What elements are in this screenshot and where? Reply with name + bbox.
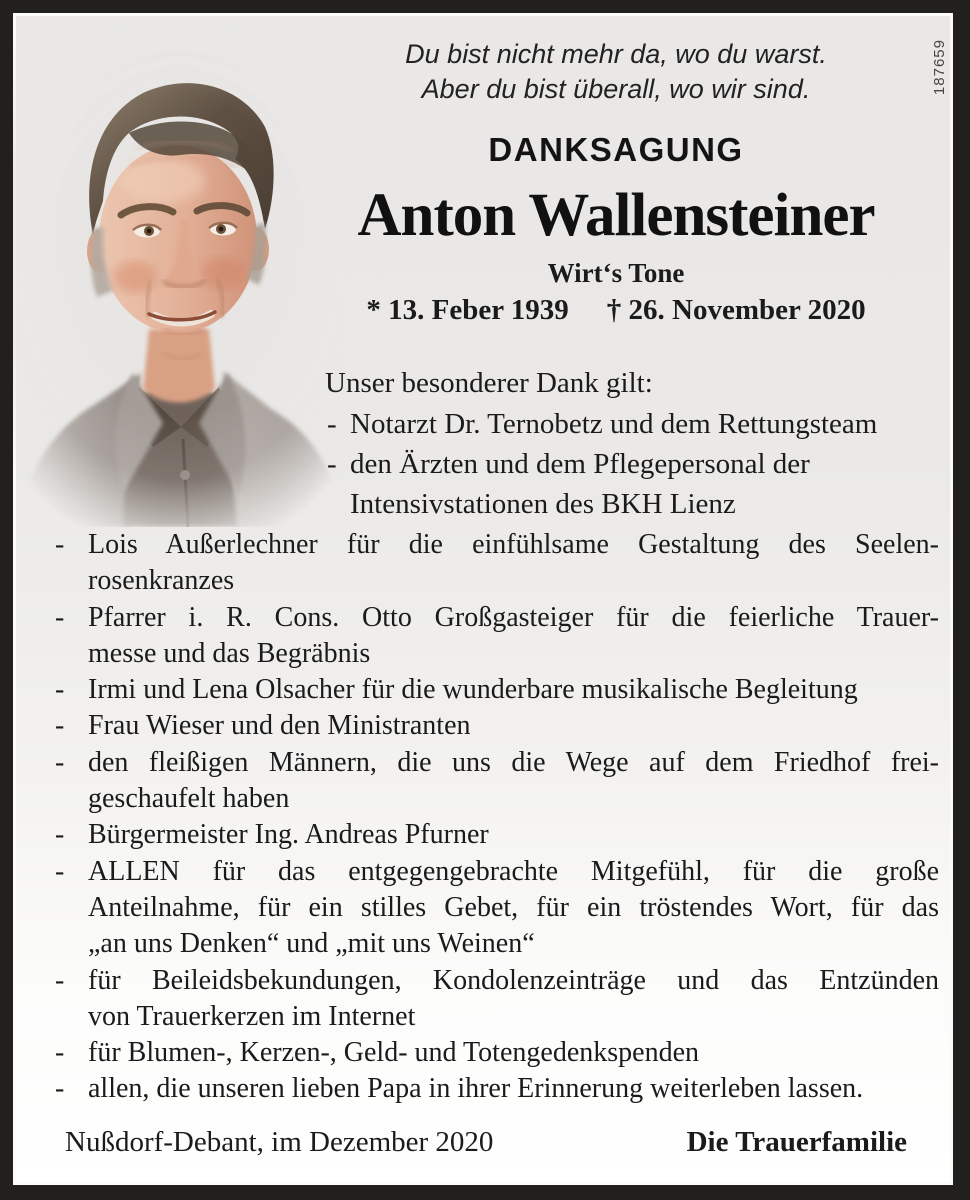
list-line: Irmi und Lena Olsacher für die wunderbare musikalische Begleitung [88,674,858,706]
special-thanks-list [325,404,943,524]
epigraph-line-2: Aber du bist überall, wo wir sind. [421,74,811,104]
list-line: Bürgermeister Ing. Andreas Pfurner [88,819,489,851]
list-line: Pfarrer i. R. Cons. Otto Großgasteiger für die feierliche Trauer- [88,601,939,633]
list-dash: - [55,601,65,633]
list-line: „an uns Denken“ und „mit uns Weinen“ [88,928,535,960]
thanks-list [55,527,939,1108]
list-line: Anteilnahme, für ein stilles Gebet, für ein tröstendes Wort, für das [88,891,939,923]
list-line: allen, die unseren lieben Papa in ihrer Erinnerung weiterleben lassen. [88,1073,864,1105]
list-line: für Blumen-, Kerzen-, Geld- und Totengedenkspenden [88,1037,699,1069]
list-line: ALLEN für das entgegengebrachte Mitgefühl, für die große [88,855,939,887]
announcement-paper [13,13,953,1185]
list-dash: - [55,819,65,851]
birth-date: * 13. Feber 1939 [366,294,569,326]
list-dash: - [55,1073,65,1105]
special-thanks-item [327,404,943,444]
life-dates [301,292,931,329]
list-dash: - [55,1037,65,1069]
thanks-item [55,527,939,600]
list-dash: - [327,408,337,440]
list-dash: - [55,746,65,778]
thanks-item [55,1071,939,1107]
list-line: den fleißigen Männern, die uns die Wege auf dem Friedhof frei- [88,746,939,778]
list-line: Intensivstationen des BKH Lienz [350,488,736,520]
list-line: messe und das Begräbnis [88,637,371,669]
notice-type-heading: DANKSAGUNG [488,131,744,168]
portrait-illustration [13,23,345,527]
print-serial-number: 187659 [931,39,948,96]
list-line: den Ärzten und dem Pflegepersonal der [350,448,810,480]
list-line: von Trauerkerzen im Internet [88,1000,416,1032]
header-block [301,37,931,329]
list-line: Notarzt Dr. Ternobetz und dem Rettungsteam [350,408,878,440]
list-line: für Beileidsbekundungen, Kondolenzeinträge und das Entzünden [88,964,939,996]
signature-family: Die Trauerfamilie [686,1126,907,1158]
place-and-date: Nußdorf-Debant, im Dezember 2020 [65,1126,494,1158]
thanks-item [55,672,939,708]
list-dash: - [55,674,65,706]
special-thanks-block [325,363,943,524]
list-dash: - [327,448,337,480]
list-line: geschaufelt haben [88,783,290,815]
list-dash: - [55,529,65,560]
epigraph-line-1: Du bist nicht mehr da, wo du warst. [405,39,827,69]
thanks-item [55,817,939,853]
portrait-photo [13,23,345,527]
list-line: rosenkranzes [88,565,235,597]
house-name: Wirt‘s Tone [547,258,685,288]
thanks-item [55,745,939,818]
epigraph [301,37,931,107]
list-line: Lois Außerlechner für die einfühlsame Gestaltung des Seelen- [88,529,939,560]
special-thanks-item [327,444,943,524]
list-dash: - [55,964,65,996]
list-line: Frau Wieser und den Ministranten [88,710,471,742]
deceased-name: Anton Wallensteiner [357,182,875,249]
thanks-item [55,963,939,1036]
thanks-item [55,1035,939,1071]
special-thanks-intro: Unser besonderer Dank gilt: [325,367,653,399]
thanks-item [55,854,939,963]
thanks-item [55,708,939,744]
list-dash: - [55,855,65,887]
list-dash: - [55,710,65,742]
footer-row [65,1126,907,1159]
thanks-item [55,600,939,673]
death-date: † 26. November 2020 [606,294,866,326]
